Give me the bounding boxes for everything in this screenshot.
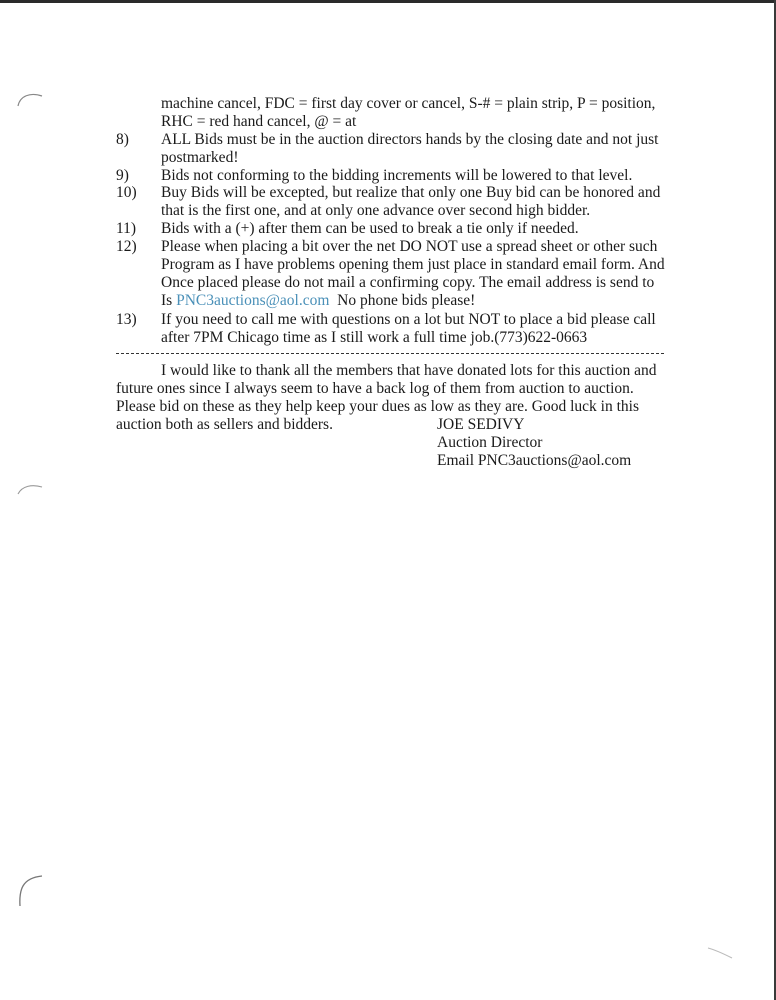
intro-line: RHC = red hand cancel, @ = at [161,113,357,130]
rule-number: 9) [116,167,129,184]
rule-number: 13) [116,311,137,328]
rule-text: postmarked! [161,149,239,166]
rule-12-email-line [161,292,475,310]
rule-text: Bids with a (+) after them can be used to break a tie only if needed. [161,220,579,237]
rule-text: If you need to call me with questions on a lot but NOT to place a bid please call [161,311,656,328]
rule-text: Once placed please do not mail a confirming copy. The email address is send to [161,274,655,291]
rule-text-suffix: No phone bids please! [337,292,476,309]
rule-number: 11) [116,220,137,237]
intro-line: machine cancel, FDC = first day cover or cancel, S-# = plain strip, P = position, [161,95,656,112]
page-top-edge [0,0,776,3]
rule-text-prefix: Is [161,292,177,309]
punch-hole-mark [16,478,44,500]
closing-line: I would like to thank all the members that have donated lots for this auction and [161,362,657,379]
closing-line: future ones since I always seem to have a back log of them from auction to auction. [116,380,634,397]
signature-name: JOE SEDIVY [437,416,525,433]
scan-mark [706,944,736,960]
signature-email: Email PNC3auctions@aol.com [437,452,632,469]
dashed-divider [116,353,664,354]
rule-number: 10) [116,184,137,201]
rule-number: 8) [116,131,129,148]
rule-text: Please when placing a bit over the net DO NOT use a spread sheet or other such [161,238,658,255]
signature-title: Auction Director [437,434,543,451]
rule-text: Bids not conforming to the bidding increments will be lowered to that level. [161,167,633,184]
rule-text: after 7PM Chicago time as I still work a full time job.(773)622-0663 [161,329,588,346]
punch-hole-mark [16,868,44,908]
closing-line: auction both as sellers and bidders. [116,416,333,433]
rule-text: that is the first one, and at only one advance over second high bidder. [161,202,591,219]
closing-line: Please bid on these as they help keep your dues as low as they are. Good luck in this [116,398,640,415]
rule-text: Buy Bids will be excepted, but realize that only one Buy bid can be honored and [161,184,661,201]
rule-text: ALL Bids must be in the auction directors hands by the closing date and not just [161,131,659,148]
rule-number: 12) [116,238,137,255]
email-link[interactable]: PNC3auctions@aol.com [176,292,330,309]
rule-text: Program as I have problems opening them just place in standard email form. And [161,256,665,273]
punch-hole-mark [16,88,44,110]
